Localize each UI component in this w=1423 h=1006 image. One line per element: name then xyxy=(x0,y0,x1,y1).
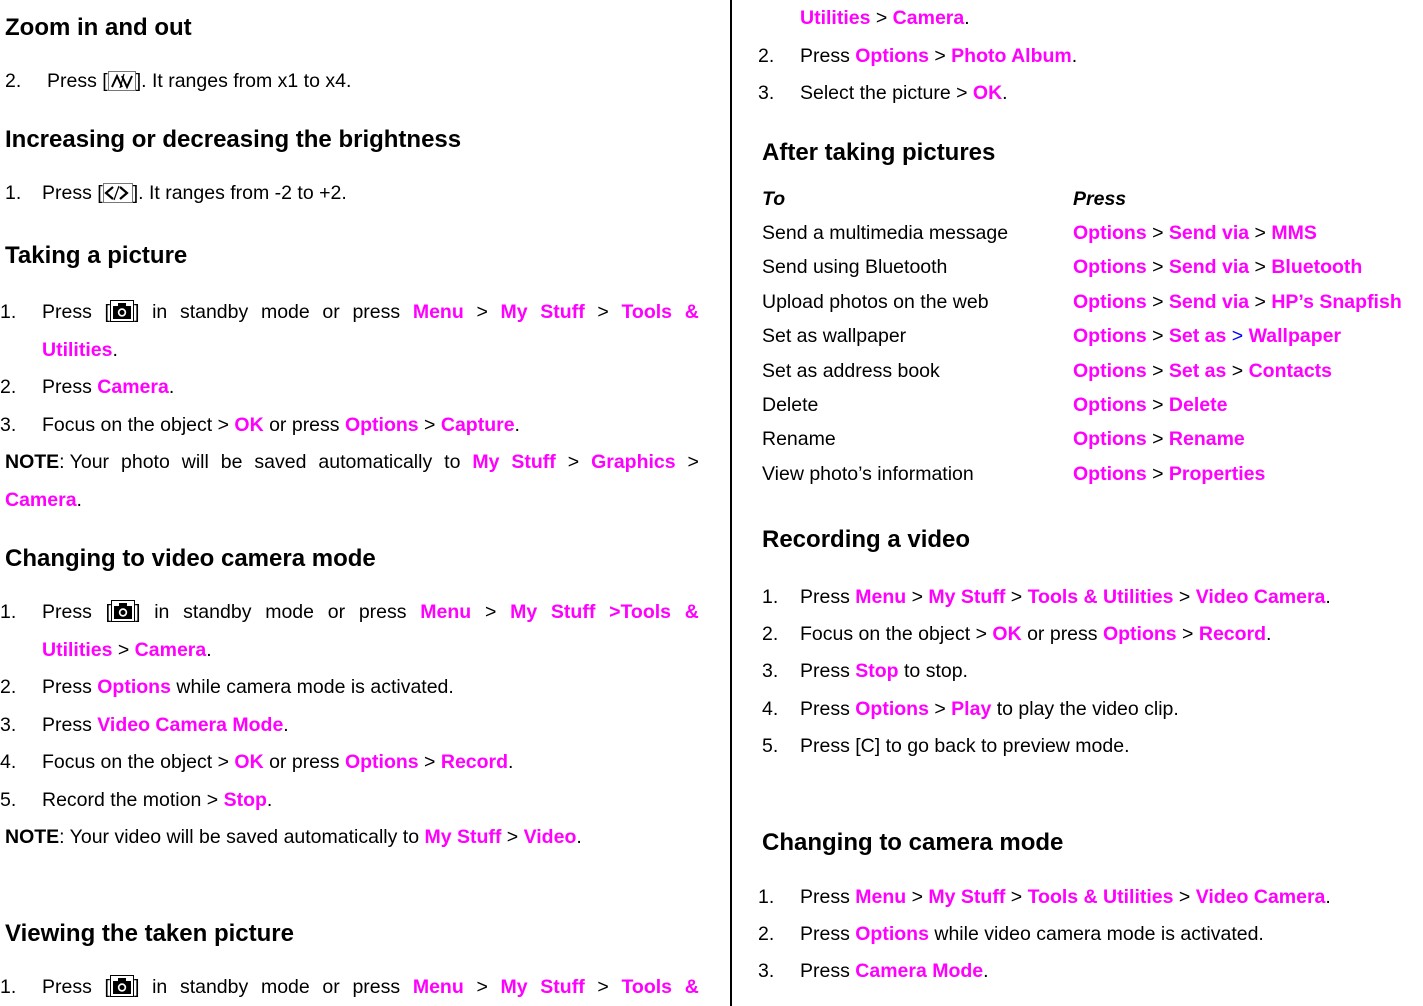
zoom-step: Press [ ]. It ranges from x1 to x4. xyxy=(47,69,351,97)
heading-zoom: Zoom in and out xyxy=(5,14,192,41)
right-column xyxy=(732,0,1423,1006)
table-cell-press: Options > Send via > HP’s Snapfish xyxy=(1073,291,1402,313)
camera-mode-step-3: Press Camera Mode. xyxy=(800,960,989,982)
heading-recording: Recording a video xyxy=(762,526,971,553)
taking-note-cont: Camera. xyxy=(5,489,82,511)
table-cell-to: Send a multimedia message xyxy=(762,222,1009,244)
step-number: 3. xyxy=(0,714,17,736)
taking-step-3: Focus on the object > OK or press Options > Capture. xyxy=(42,414,520,436)
video-mode-step-4: Focus on the object > OK or press Options > Record. xyxy=(42,751,514,773)
table-cell-press: Options > Send via > Bluetooth xyxy=(1073,256,1363,278)
step-number: 3. xyxy=(762,660,779,682)
brightness-step: Press [ ]. It ranges from -2 to +2. xyxy=(42,181,347,209)
menu-link: Menu xyxy=(412,301,464,323)
step-number: 4. xyxy=(762,698,779,720)
video-mode-note: NOTE: Your video will be saved automatically to My Stuff > Video. xyxy=(5,826,582,848)
step-number: 5. xyxy=(762,735,779,757)
step-number: 3. xyxy=(758,960,775,982)
step-number: 2. xyxy=(5,70,22,92)
table-cell-press: Options > Send via > MMS xyxy=(1073,222,1317,244)
taking-step-1-cont: Utilities. xyxy=(42,339,118,361)
recording-step-4: Press Options > Play to play the video clip. xyxy=(800,698,1179,720)
step-number: 3. xyxy=(0,414,17,436)
video-mode-step-1: Press [ ] in standby mode or press Menu > My Stuff >Tools & xyxy=(42,600,699,628)
viewing-step-2: Press Options > Photo Album. xyxy=(800,45,1078,67)
table-cell-press: Options > Rename xyxy=(1073,428,1245,450)
video-mode-step-2: Press Options while camera mode is activated. xyxy=(42,676,454,698)
video-mode-step-5: Record the motion > Stop. xyxy=(42,789,273,811)
taking-step-2: Press Camera. xyxy=(42,376,175,398)
up-down-arrows-icon xyxy=(108,71,136,97)
camera-icon xyxy=(110,975,134,1003)
heading-video-mode: Changing to video camera mode xyxy=(5,545,376,572)
camera-mode-step-2: Press Options while video camera mode is activated. xyxy=(800,923,1264,945)
left-column xyxy=(0,0,705,1006)
step-number: 1. xyxy=(0,976,17,998)
camera-mode-step-1: Press Menu > My Stuff > Tools & Utilities > Video Camera. xyxy=(800,886,1331,908)
viewing-step-3: Select the picture > OK. xyxy=(800,82,1008,104)
video-mode-step-1-cont: Utilities > Camera. xyxy=(42,639,212,661)
table-header-press: Press xyxy=(1073,188,1127,210)
step-number: 2. xyxy=(758,45,775,67)
heading-viewing: Viewing the taken picture xyxy=(5,920,294,947)
camera-icon xyxy=(111,600,135,628)
step-number: 3. xyxy=(758,82,775,104)
recording-step-1: Press Menu > My Stuff > Tools & Utilities > Video Camera. xyxy=(800,586,1331,608)
video-mode-step-3: Press Video Camera Mode. xyxy=(42,714,289,736)
taking-step-1: Press [ ] in standby mode or press Menu > My Stuff > Tools & xyxy=(42,300,699,328)
table-cell-to: Upload photos on the web xyxy=(762,291,989,313)
table-cell-to: Set as wallpaper xyxy=(762,325,907,347)
table-header-to: To xyxy=(762,188,786,210)
recording-step-3: Press Stop to stop. xyxy=(800,660,968,682)
recording-step-5: Press [C] to go back to preview mode. xyxy=(800,735,1130,757)
table-cell-to: Rename xyxy=(762,428,836,450)
table-cell-press: Options > Properties xyxy=(1073,463,1266,485)
left-right-arrows-icon xyxy=(103,183,133,209)
step-number: 2. xyxy=(758,923,775,945)
table-cell-to: Send using Bluetooth xyxy=(762,256,948,278)
step-number: 1. xyxy=(762,586,779,608)
recording-step-2: Focus on the object > OK or press Options > Record. xyxy=(800,623,1272,645)
heading-brightness: Increasing or decreasing the brightness xyxy=(5,126,462,153)
viewing-step-1-cont: Utilities > Camera. xyxy=(800,7,970,29)
camera-icon xyxy=(110,300,134,328)
taking-note: NOTE: Your photo will be saved automatically to My Stuff > Graphics > xyxy=(5,451,699,473)
step-number: 4. xyxy=(0,751,17,773)
table-cell-to: Delete xyxy=(762,394,819,416)
viewing-step-1: Press [ ] in standby mode or press Menu > My Stuff > Tools & xyxy=(42,975,699,1003)
table-cell-press: Options > Set as > Wallpaper xyxy=(1073,325,1342,347)
table-cell-to: View photo’s information xyxy=(762,463,974,485)
heading-camera-mode: Changing to camera mode xyxy=(762,829,1064,856)
step-number: 5. xyxy=(0,789,17,811)
table-cell-press: Options > Set as > Contacts xyxy=(1073,360,1333,382)
table-cell-to: Set as address book xyxy=(762,360,940,382)
table-cell-press: Options > Delete xyxy=(1073,394,1228,416)
step-number: 2. xyxy=(0,676,17,698)
heading-after-taking: After taking pictures xyxy=(762,139,996,166)
step-number: 2. xyxy=(762,623,779,645)
step-number: 1. xyxy=(0,301,17,323)
step-number: 1. xyxy=(758,886,775,908)
step-number: 2. xyxy=(0,376,17,398)
step-number: 1. xyxy=(5,182,22,204)
heading-taking-picture: Taking a picture xyxy=(5,242,188,269)
step-number: 1. xyxy=(0,601,17,623)
